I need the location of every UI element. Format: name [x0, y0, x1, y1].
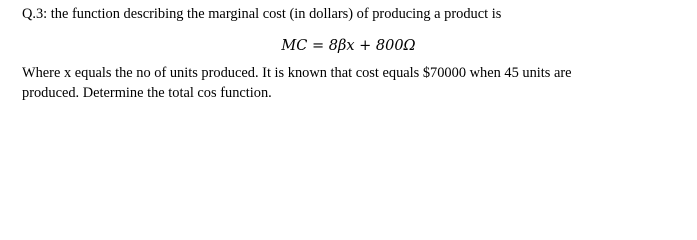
- marginal-cost-equation: MC = 8βx + 800Ω: [281, 38, 416, 54]
- paragraph-line-1: Where x equals the no of units produced. It is known that cost equals $70000 when 45 units are: [22, 65, 572, 81]
- paragraph-line-2: produced. Determine the total cos function.: [22, 85, 272, 101]
- document-page: [0, 0, 697, 108]
- question-paragraph: [22, 63, 682, 103]
- question-heading: Q.3: the function describing the marginal cost (in dollars) of producing a product is: [22, 6, 502, 22]
